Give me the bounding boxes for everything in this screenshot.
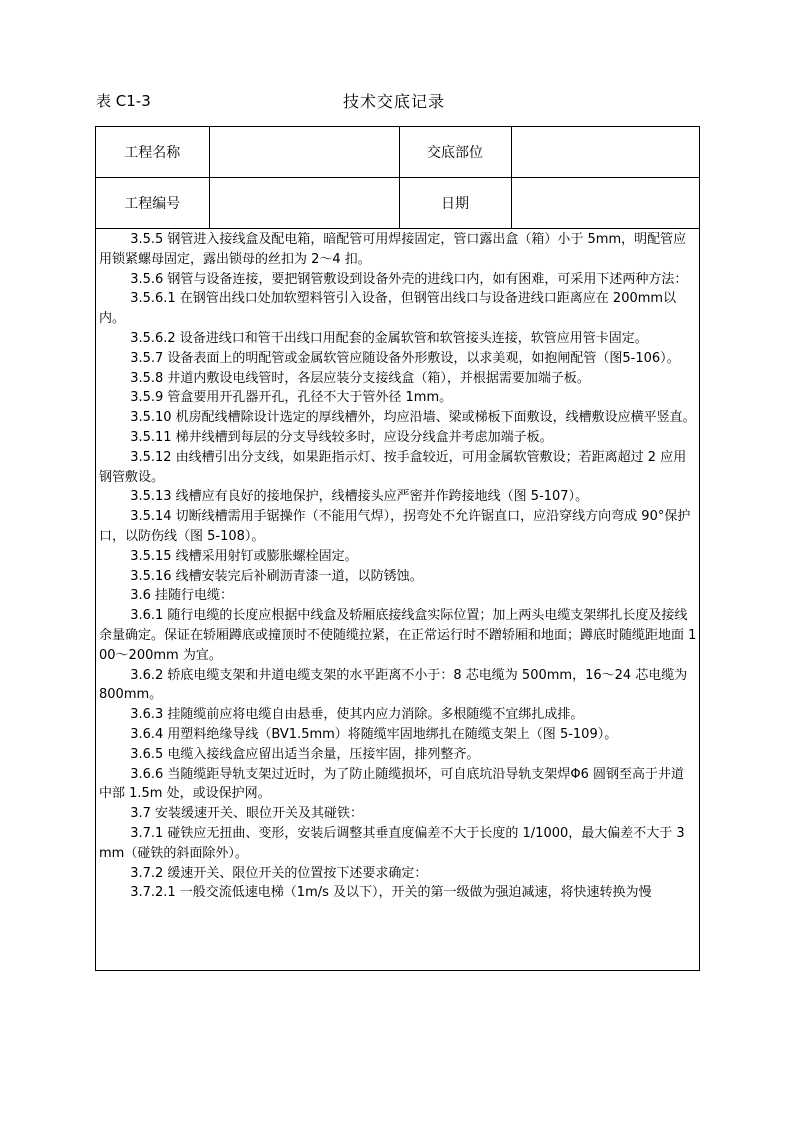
form-code: 表 C1-3 <box>96 92 151 110</box>
paragraph: 3.5.7 设备表面上的明配管或金属软管应随设备外形敷设，以求美观，如抱闸配管（图5-106）。 <box>130 350 680 366</box>
paragraph: 3.5.11 梯井线槽到每层的分支导线较多时，应设分线盒并考虑加端子板。 <box>130 429 553 445</box>
project-no-label: 工程编号 <box>96 178 209 229</box>
paragraph: 3.5.5 钢管进入接线盒及配电箱，暗配管可用焊接固定，管口露出盒（箱）小于 5mm，明配管应用锁紧螺母固定，露出锁母的丝扣为 2～4 扣。 <box>99 232 687 267</box>
paragraph: 3.6.1 随行电缆的长度应根据中线盒及轿厢底接线盒实际位置；加上两头电缆支架绑扎长度及接线余量确定。保证在轿厢蹲底或撞顶时不使随缆拉紧，在正常运行时不蹭轿厢和地面；蹲底时随缆距地面 100～200mm 为宜。 <box>99 608 697 663</box>
project-name-label: 工程名称 <box>96 127 209 178</box>
paragraph: 3.5.6.2 设备进线口和管干出线口用配套的金属软管和软管接头连接，软管应用管卡固定。 <box>130 330 648 346</box>
date-field[interactable] <box>511 178 699 229</box>
paragraph: 3.6.3 挂随缆前应将电缆自由悬垂，使其内应力消除。多根随缆不宜绑扎成排。 <box>130 707 584 723</box>
document-title: 技术交底记录 <box>343 92 446 111</box>
paragraph: 3.5.16 线槽安装完后补刷沥青漆一道，以防锈蚀。 <box>130 568 423 584</box>
paragraph: 3.7.1 碰铁应无扭曲、变形，安装后调整其垂直度偏差不大于长度的 1/1000，最大偏差不大于 3mm（碰铁的斜面除外）。 <box>99 825 685 861</box>
project-no-field[interactable] <box>209 178 399 229</box>
paragraph: 3.5.14 切断线槽需用手锯操作（不能用气焊），拐弯处不允许锯直口，应沿穿线方向弯成 90°保护口，以防伤线（图 5-108）。 <box>99 509 691 544</box>
disclosure-content <box>99 230 697 968</box>
paragraph: 3.7 安装缓速开关、眼位开关及其碰铁： <box>130 806 363 822</box>
location-field[interactable] <box>511 127 699 178</box>
paragraph: 3.7.2 缓速开关、限位开关的位置按下述要求确定： <box>130 865 428 881</box>
header-row-1 <box>96 127 699 178</box>
paragraph: 3.5.8 井道内敷设电线管时，各层应装分支接线盒（箱），并根据需要加端子板。 <box>130 370 590 386</box>
project-name-field[interactable] <box>209 127 399 178</box>
paragraph: 3.5.9 管盒要用开孔器开孔，孔径不大于管外径 1mm。 <box>130 390 453 406</box>
paragraph: 3.6.4 用塑料绝缘导线（BV1.5mm）将随缆牢固地绑扎在随缆支架上（图 5-109）。 <box>130 726 618 742</box>
paragraph: 3.6.5 电缆入接线盒应留出适当余量，压接牢固，排列整齐。 <box>130 746 480 762</box>
paragraph: 3.5.6.1 在钢管出线口处加软塑料管引入设备，但钢管出线口与设备进线口距离应在 200mm以内。 <box>99 291 677 327</box>
paragraph: 3.6 挂随行电缆： <box>130 588 233 604</box>
paragraph: 3.5.12 由线槽引出分支线，如果距指示灯、按手盒较近，可用金属软管敷设；若距离超过 2 应用钢管敷设。 <box>99 449 687 485</box>
paragraph: 3.7.2.1 一般交流低速电梯（1m/s 及以下），开关的第一级做为强迫减速，将快速转换为慢 <box>130 885 652 901</box>
location-label: 交底部位 <box>399 127 511 178</box>
date-label: 日期 <box>399 178 511 229</box>
paragraph: 3.6.2 轿底电缆支架和井道电缆支架的水平距离不小于：8 芯电缆为 500mm，16～24 芯电缆为 800mm。 <box>99 667 688 703</box>
paragraph: 3.5.10 机房配线槽除设计选定的厚线槽外，均应沿墙、梁或梯板下面敷设，线槽敷设应横平竖直。 <box>130 410 696 426</box>
paragraph: 3.5.13 线槽应有良好的接地保护，线槽接头应严密并作跨接地线（图 5-107）。 <box>130 489 589 505</box>
header-row-2 <box>96 178 699 229</box>
paragraph: 3.5.6 钢管与设备连接，要把钢管敷设到设备外壳的进线口内，如有困难，可采用下述两种方法： <box>130 271 688 287</box>
record-form <box>95 126 700 971</box>
paragraph: 3.6.6 当随缆距导轨支架过近时，为了防止随缆损坏，可自底坑沿导轨支架焊Φ6 圆钢至高于井道中部 1.5m 处，或设保护网。 <box>99 766 685 802</box>
paragraph: 3.5.15 线槽采用射钉或膨胀螺栓固定。 <box>130 548 358 564</box>
header-table <box>96 127 699 229</box>
